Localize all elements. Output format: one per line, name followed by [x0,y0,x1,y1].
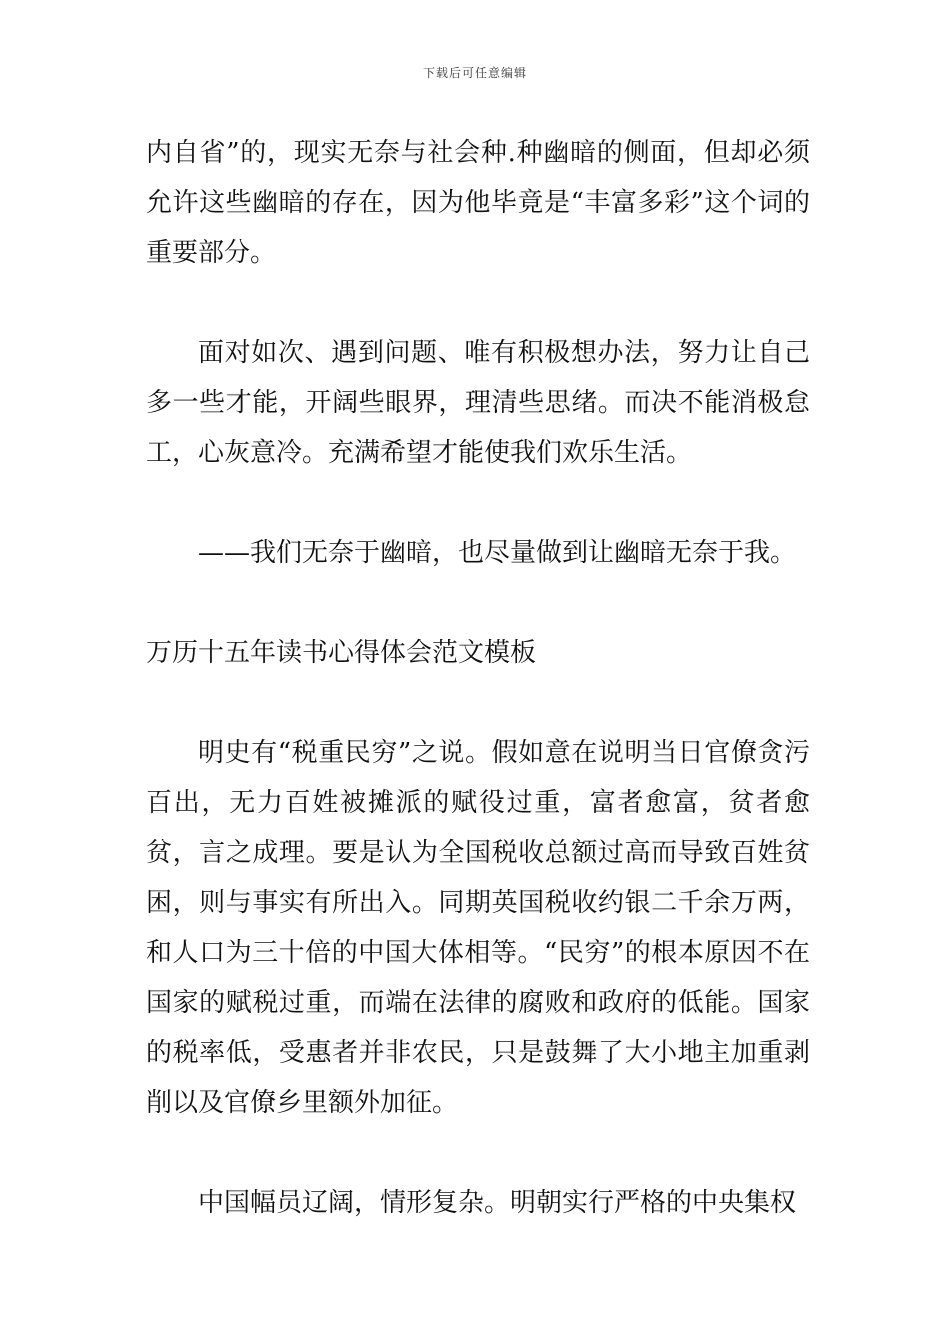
paragraph-body: 面对如次、遇到问题、唯有积极想办法，努力让自己多一些才能，开阔些眼界，理清些思绪。而决不能消极怠工，心灰意冷。充满希望才能使我们欢乐生活。 [146,338,810,468]
paragraph-gap [146,578,810,628]
paragraph-gap [146,1128,810,1178]
paragraph-gap [146,678,810,728]
paragraph-body: 中国幅员辽阔，情形复杂。明朝实行严格的中央集权 [198,1188,797,1218]
paragraph-body: 明史有“税重民穷”之说。假如意在说明当日官僚贪污百出，无力百姓被摊派的赋役过重，富者愈富，贫者愈贫，言之成理。要是认为全国税收总额过高而导致百姓贫困，则与事实有所出入。同期英国税收约银二千余万两，和人口为三十倍的中国大体相等。“民穷”的根本原因不在国家的赋税过重，而端在法律的腐败和政府的低能。国家的税率低，受惠者并非农民，只是鼓舞了大小地主加重剥削以及官僚乡里额外加征。 [146,738,810,1118]
paragraph-gap [146,478,810,528]
document-body [146,128,810,1228]
section-title: 万历十五年读书心得体会范文模板 [146,638,537,668]
paragraph-continuation: 内自省”的，现实无奈与社会种.种幽暗的侧面，但却必须允许这些幽暗的存在，因为他毕竟是“丰富多彩”这个词的重要部分。 [146,138,810,268]
paragraph-gap [146,278,810,328]
page-header: 下载后可任意编辑 [422,66,527,80]
paragraph-conclusion: ——我们无奈于幽暗，也尽量做到让幽暗无奈于我。 [198,538,797,568]
